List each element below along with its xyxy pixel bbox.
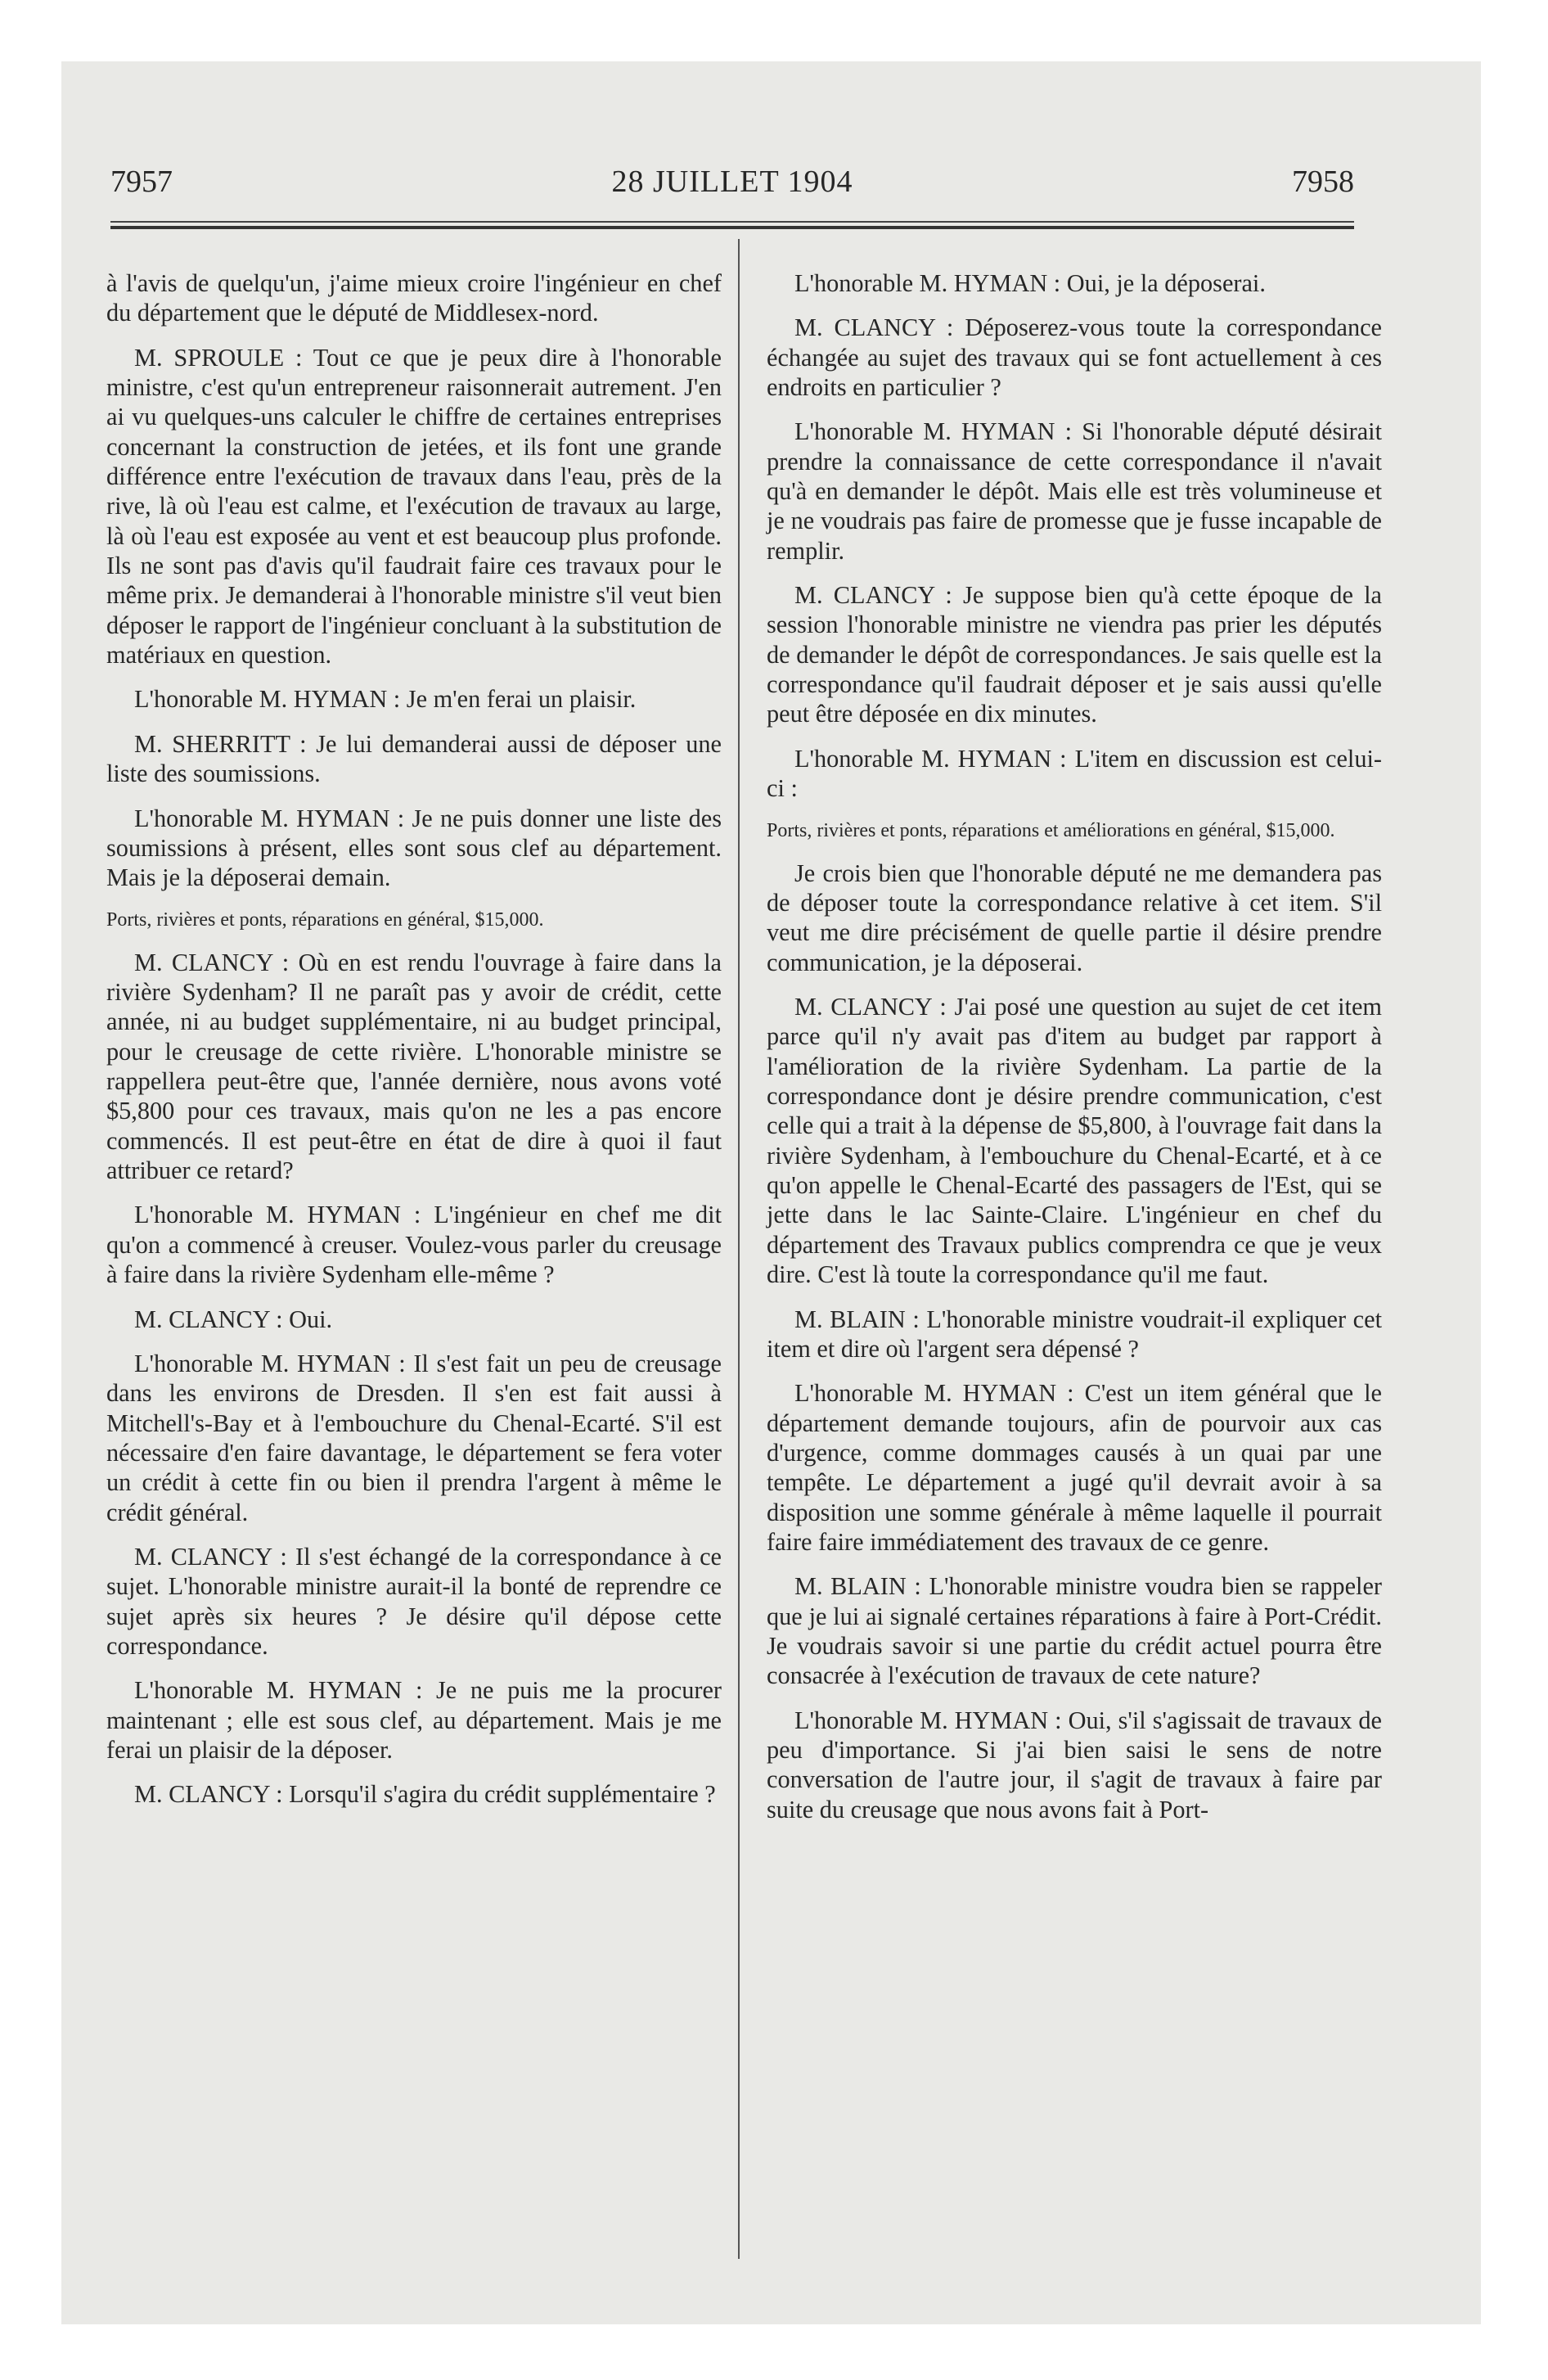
paragraph: L'honorable M. HYMAN : Je m'en ferai un plaisir.	[134, 685, 637, 714]
left-column	[106, 268, 722, 1824]
paragraph: M. CLANCY : J'ai posé une question au sujet de cet item parce qu'il n'y avait pas d'item au budget par rapport à l'amélioration de la rivière Sydenham. La partie de la correspondance dont je désire prendre communication, c'est celle qui a trait à la dépense de $5,800, à l'ouvrage fait dans la rivière Sydenham, à l'embouchure du Chenal-Ecarté, et à ce qu'on appelle le Chenal-Ecarté des passagers de l'Est, qui se jette dans le lac Sainte-Claire. L'ingénieur en chef du département des Travaux publics comprendra ce que je veux dire. C'est là toute la correspondance qu'il me faut.	[767, 993, 1382, 1289]
paragraph: L'honorable M. HYMAN : Je ne puis donner une liste des soumissions à présent, elles sont sous clef au département. Mais je la déposerai demain.	[106, 804, 722, 892]
paragraph: L'honorable M. HYMAN : L'item en discussion est celui-ci :	[767, 744, 1382, 803]
paragraph: M. BLAIN : L'honorable ministre voudra bien se rappeler que je lui ai signalé certaines réparations à faire à Port-Crédit. Je voudrais savoir si une partie du crédit actuel pourra être consacrée à l'exécution de travaux de cete nature?	[767, 1572, 1382, 1690]
paragraph: M. CLANCY : Déposerez-vous toute la correspondance échangée au sujet des travaux qui se font actuellement à ces endroits en particulier ?	[767, 313, 1382, 402]
paragraph: L'honorable M. HYMAN : Il s'est fait un peu de creusage dans les environs de Dresden. Il s'en est fait aussi à Mitchell's-Bay et à l'embouchure du Chenal-Ecarté. S'il est nécessaire d'en faire davantage, le département se fera voter un crédit à cette fin ou bien il prendra l'argent à même le crédit général.	[106, 1349, 722, 1526]
paragraph: M. SHERRITT : Je lui demanderai aussi de déposer une liste des soumissions.	[106, 729, 722, 788]
left-page-number: 7957	[110, 165, 173, 199]
paragraph: L'honorable M. HYMAN : Je ne puis me la procurer maintenant ; elle est sous clef, au département. Mais je me ferai un plaisir de la déposer.	[106, 1676, 722, 1764]
estimate-item: Ports, rivières et ponts, réparations et améliorations en général, $15,000.	[767, 819, 1335, 841]
paragraph: L'honorable M. HYMAN : Oui, je la déposerai.	[794, 269, 1266, 297]
paragraph: M. CLANCY : Il s'est échangé de la correspondance à ce sujet. L'honorable ministre aurait-il la bonté de reprendre ce sujet après six heures ? Je désire qu'il dépose cette correspondance.	[106, 1542, 722, 1660]
header-rule-thick	[110, 226, 1354, 229]
right-column	[767, 268, 1382, 1839]
paragraph: à l'avis de quelqu'un, j'aime mieux croire l'ingénieur en chef du département que le député de Middlesex-nord.	[106, 269, 722, 327]
estimate-item: Ports, rivières et ponts, réparations en général, $15,000.	[106, 908, 544, 931]
paragraph: M. CLANCY : Je suppose bien qu'à cette époque de la session l'honorable ministre ne viendra pas prier les députés de demander le dépôt de correspondances. Je sais quelle est la correspondance qu'il faudrait déposer et je sais aussi qu'elle peut être déposée en dix minutes.	[767, 581, 1382, 728]
paragraph: M. SPROULE : Tout ce que je peux dire à l'honorable ministre, c'est qu'un entrepreneur raisonnerait autrement. J'en ai vu quelques-uns calculer le chiffre de certaines entreprises concernant la construction de jetées, et ils font une grande différence entre l'exécution de travaux dans l'eau, près de la rive, là où l'eau est calme, et l'exécution de travaux au large, là où l'eau est exposée au vent et est beaucoup plus profonde. Ils ne sont pas d'avis qu'il faudrait faire ces travaux pour le même prix. Je demanderai à l'honorable ministre s'il veut bien déposer le rapport de l'ingénieur concluant à la substitution de matériaux en question.	[106, 343, 722, 669]
column-divider	[738, 239, 740, 2259]
paragraph: L'honorable M. HYMAN : L'ingénieur en chef me dit qu'on a commencé à creuser. Voulez-vous parler du creusage à faire dans la rivière Sydenham elle-même ?	[106, 1201, 722, 1289]
header-rule-thin	[110, 221, 1354, 223]
page-header	[110, 164, 1354, 205]
paragraph: L'honorable M. HYMAN : Oui, s'il s'agissait de travaux de peu d'importance. Si j'ai bien saisi le sens de notre conversation de l'autre jour, il s'agit de travaux à faire par suite du creusage que nous avons fait à Port-	[767, 1706, 1382, 1823]
paragraph: M. CLANCY : Où en est rendu l'ouvrage à faire dans la rivière Sydenham? Il ne paraît pas y avoir de crédit, cette année, ni au budget supplémentaire, ni au budget principal, pour le creusage de cette rivière. L'honorable ministre se rappellera peut-être que, l'année dernière, nous avons voté $5,800 pour ces travaux, mais qu'on ne les a pas encore commencés. Il est peut-être en état de dire à quoi il faut attribuer ce retard?	[106, 948, 722, 1185]
paragraph: Je crois bien que l'honorable député ne me demandera pas de déposer toute la correspondance relative à cet item. S'il veut me dire précisément de quelle partie il désire prendre communication, je la déposerai.	[767, 859, 1382, 976]
right-page-number: 7958	[1292, 165, 1354, 199]
paragraph: L'honorable M. HYMAN : C'est un item général que le département demande toujours, afin de pourvoir aux cas d'urgence, comme dommages causés à un quai par une tempête. Le département a jugé qu'il devrait avoir à sa disposition une somme générale à même laquelle il pourrait faire faire immédiatement des travaux de ce genre.	[767, 1379, 1382, 1556]
paragraph: L'honorable M. HYMAN : Si l'honorable député désirait prendre la connaissance de cette correspondance il n'avait qu'à en demander le dépôt. Mais elle est très volumineuse et je ne voudrais pas faire de promesse que je fusse incapable de remplir.	[767, 417, 1382, 565]
paragraph: M. CLANCY : Oui.	[134, 1305, 333, 1333]
paragraph: M. BLAIN : L'honorable ministre voudrait-il expliquer cet item et dire où l'argent sera dépensé ?	[767, 1305, 1382, 1363]
page-date: 28 JUILLET 1904	[611, 165, 853, 199]
paragraph: M. CLANCY : Lorsqu'il s'agira du crédit supplémentaire ?	[134, 1780, 716, 1809]
